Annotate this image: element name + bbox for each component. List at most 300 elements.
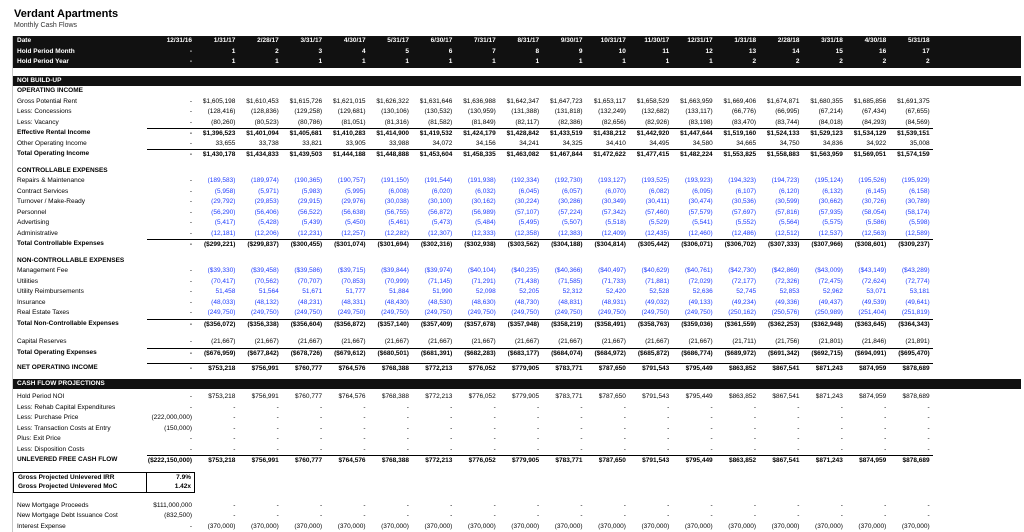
data-cell[interactable]: $768,388 [369,363,412,374]
data-cell[interactable]: (190,365) [282,176,325,187]
data-cell[interactable]: 13 [716,47,759,58]
data-cell[interactable]: 7/31/17 [455,36,498,47]
data-cell[interactable]: $1,524,133 [759,128,802,139]
data-cell[interactable]: (49,133) [672,298,715,309]
data-cell[interactable]: $1,669,406 [716,97,759,108]
data-cell[interactable]: ($43,009) [802,266,845,277]
data-cell[interactable]: (370,000) [195,522,238,532]
data-cell[interactable]: - [672,434,715,445]
data-cell[interactable]: $1,605,198 [195,97,238,108]
entry-cell[interactable]: - [147,239,195,250]
data-cell[interactable]: - [282,413,325,424]
data-cell[interactable]: 52,853 [759,287,802,298]
data-cell[interactable]: - [238,403,281,414]
data-cell[interactable]: 52,098 [455,287,498,298]
data-cell[interactable]: - [802,403,845,414]
data-cell[interactable]: ($683,177) [499,348,542,359]
data-cell[interactable]: $867,541 [759,392,802,403]
data-cell[interactable]: (84,569) [889,118,932,129]
data-cell[interactable]: (12,206) [238,229,281,240]
data-cell[interactable]: - [672,424,715,435]
data-cell[interactable]: - [499,434,542,445]
data-cell[interactable]: $1,482,224 [672,149,715,160]
data-cell[interactable]: (12,435) [629,229,672,240]
data-cell[interactable]: ($43,149) [846,266,889,277]
data-cell[interactable]: (21,756) [759,337,802,348]
data-cell[interactable]: 1 [195,47,238,58]
data-cell[interactable]: $772,213 [412,363,455,374]
entry-cell[interactable]: - [147,229,195,240]
data-cell[interactable]: (29,915) [282,197,325,208]
data-cell[interactable]: - [542,511,585,522]
data-cell[interactable]: (5,995) [325,187,368,198]
data-cell[interactable]: - [846,424,889,435]
data-cell[interactable]: (249,750) [369,308,412,319]
entry-cell[interactable]: - [147,434,195,445]
data-cell[interactable]: $1,653,117 [586,97,629,108]
data-cell[interactable]: $1,658,529 [629,97,672,108]
data-cell[interactable]: 2 [716,57,759,68]
data-cell[interactable]: (84,018) [802,118,845,129]
data-cell[interactable]: (12,231) [282,229,325,240]
data-cell[interactable]: (48,730) [499,298,542,309]
data-cell[interactable]: - [238,511,281,522]
data-cell[interactable]: (5,586) [846,218,889,229]
data-cell[interactable]: - [846,403,889,414]
data-cell[interactable]: 1 [195,57,238,68]
data-cell[interactable]: (21,667) [282,337,325,348]
data-cell[interactable]: ($39,974) [412,266,455,277]
data-cell[interactable]: (6,082) [629,187,672,198]
data-cell[interactable]: ($695,470) [889,348,932,359]
data-cell[interactable]: $1,442,920 [629,128,672,139]
data-cell[interactable]: - [759,403,802,414]
data-cell[interactable]: (58,174) [889,208,932,219]
data-cell[interactable]: 53,071 [846,287,889,298]
data-cell[interactable]: 2 [802,57,845,68]
data-cell[interactable]: (48,831) [542,298,585,309]
data-cell[interactable]: - [629,445,672,456]
data-cell[interactable]: (21,667) [369,337,412,348]
data-cell[interactable]: (193,525) [629,176,672,187]
data-cell[interactable]: 12 [672,47,715,58]
data-cell[interactable]: - [325,434,368,445]
data-cell[interactable]: $753,218 [195,363,238,374]
data-cell[interactable]: (6,032) [455,187,498,198]
entry-cell[interactable]: - [147,107,195,118]
data-cell[interactable]: - [369,403,412,414]
data-cell[interactable]: (251,819) [889,308,932,319]
data-cell[interactable]: $1,553,825 [716,149,759,160]
data-cell[interactable]: - [195,403,238,414]
data-cell[interactable]: (370,000) [499,522,542,532]
data-cell[interactable]: (6,095) [672,187,715,198]
data-cell[interactable]: (30,349) [586,197,629,208]
data-cell[interactable]: 34,156 [455,139,498,150]
data-cell[interactable]: $1,569,051 [846,149,889,160]
data-cell[interactable]: - [455,413,498,424]
data-cell[interactable]: (5,564) [759,218,802,229]
data-cell[interactable]: (6,057) [542,187,585,198]
data-cell[interactable]: $756,991 [238,363,281,374]
data-cell[interactable]: 1 [672,57,715,68]
data-cell[interactable]: 34,665 [716,139,759,150]
data-cell[interactable]: $776,052 [455,455,498,466]
data-cell[interactable]: - [629,501,672,512]
data-cell[interactable]: - [716,403,759,414]
data-cell[interactable]: (189,974) [238,176,281,187]
data-cell[interactable]: ($303,562) [499,239,542,250]
data-cell[interactable]: $1,529,123 [802,128,845,139]
data-cell[interactable]: - [238,434,281,445]
data-cell[interactable]: ($43,289) [889,266,932,277]
data-cell[interactable]: 51,884 [369,287,412,298]
data-cell[interactable]: ($686,774) [672,348,715,359]
data-cell[interactable]: 1 [369,57,412,68]
data-cell[interactable]: $1,663,959 [672,97,715,108]
data-cell[interactable]: ($356,604) [282,319,325,330]
data-cell[interactable]: ($363,645) [846,319,889,330]
data-cell[interactable]: - [499,413,542,424]
data-cell[interactable]: $795,449 [672,392,715,403]
data-cell[interactable]: ($304,814) [586,239,629,250]
data-cell[interactable]: - [759,511,802,522]
data-cell[interactable]: (195,929) [889,176,932,187]
data-cell[interactable]: 34,836 [802,139,845,150]
data-cell[interactable]: - [195,434,238,445]
data-cell[interactable]: (48,931) [586,298,629,309]
data-cell[interactable]: - [846,413,889,424]
data-cell[interactable]: - [672,403,715,414]
data-cell[interactable]: 52,205 [499,287,542,298]
entry-cell[interactable]: - [147,118,195,129]
data-cell[interactable]: (370,000) [846,522,889,532]
data-cell[interactable]: 51,990 [412,287,455,298]
data-cell[interactable]: $1,433,519 [542,128,585,139]
data-cell[interactable]: $783,771 [542,455,585,466]
data-cell[interactable]: ($299,837) [238,239,281,250]
data-cell[interactable]: - [499,424,542,435]
data-cell[interactable]: ($301,694) [369,239,412,250]
data-cell[interactable]: - [369,424,412,435]
data-cell[interactable]: (370,000) [455,522,498,532]
data-cell[interactable]: - [369,434,412,445]
data-cell[interactable]: - [282,501,325,512]
data-cell[interactable]: ($685,872) [629,348,672,359]
data-cell[interactable]: - [672,413,715,424]
data-cell[interactable]: (21,667) [412,337,455,348]
data-cell[interactable]: (251,404) [846,308,889,319]
data-cell[interactable]: 51,458 [195,287,238,298]
data-cell[interactable]: (72,029) [672,277,715,288]
entry-cell[interactable]: (222,000,000) [147,413,195,424]
data-cell[interactable]: - [412,445,455,456]
data-cell[interactable]: 1 [455,57,498,68]
data-cell[interactable]: 6 [412,47,455,58]
data-cell[interactable]: (56,522) [282,208,325,219]
data-cell[interactable]: $756,991 [238,455,281,466]
data-cell[interactable]: ($302,316) [412,239,455,250]
data-cell[interactable]: (370,000) [542,522,585,532]
data-cell[interactable]: $1,685,856 [846,97,889,108]
data-cell[interactable]: (71,733) [586,277,629,288]
data-cell[interactable]: - [282,424,325,435]
data-cell[interactable]: - [629,403,672,414]
data-cell[interactable]: $783,771 [542,392,585,403]
data-cell[interactable]: (30,038) [369,197,412,208]
data-cell[interactable]: $1,626,322 [369,97,412,108]
data-cell[interactable]: ($677,842) [238,348,281,359]
data-cell[interactable]: $1,631,646 [412,97,455,108]
data-cell[interactable]: (83,744) [759,118,802,129]
data-cell[interactable]: (6,132) [802,187,845,198]
data-cell[interactable]: - [412,424,455,435]
entry-cell[interactable]: - [147,392,195,403]
data-cell[interactable]: $1,444,188 [325,149,368,160]
data-cell[interactable]: (5,598) [889,218,932,229]
data-cell[interactable]: $760,777 [282,363,325,374]
data-cell[interactable]: - [802,413,845,424]
data-cell[interactable]: ($40,104) [455,266,498,277]
data-cell[interactable]: ($305,442) [629,239,672,250]
data-cell[interactable]: (21,667) [325,337,368,348]
data-cell[interactable]: 14 [759,47,802,58]
data-cell[interactable]: 2/28/18 [759,36,802,47]
data-cell[interactable]: - [802,434,845,445]
data-cell[interactable]: - [759,445,802,456]
data-cell[interactable]: $783,771 [542,363,585,374]
data-cell[interactable]: ($680,501) [369,348,412,359]
data-cell[interactable]: (190,757) [325,176,368,187]
data-cell[interactable]: - [195,501,238,512]
data-cell[interactable]: (57,224) [542,208,585,219]
data-cell[interactable]: 52,312 [542,287,585,298]
data-cell[interactable]: $1,424,179 [455,128,498,139]
data-cell[interactable]: (249,750) [455,308,498,319]
data-cell[interactable]: 11 [629,47,672,58]
data-cell[interactable]: (5,484) [455,218,498,229]
data-cell[interactable]: - [412,403,455,414]
data-cell[interactable]: (30,162) [455,197,498,208]
data-cell[interactable]: (5,552) [716,218,759,229]
data-cell[interactable]: - [282,511,325,522]
data-cell[interactable]: $1,434,833 [238,149,281,160]
data-cell[interactable]: (71,881) [629,277,672,288]
data-cell[interactable]: (30,411) [629,197,672,208]
data-cell[interactable]: 1 [325,57,368,68]
data-cell[interactable]: 8/31/17 [499,36,542,47]
data-cell[interactable]: - [889,403,932,414]
data-cell[interactable]: 52,636 [672,287,715,298]
data-cell[interactable]: (21,667) [455,337,498,348]
data-cell[interactable]: - [325,413,368,424]
data-cell[interactable]: $1,563,959 [802,149,845,160]
data-cell[interactable]: (250,162) [716,308,759,319]
data-cell[interactable]: (21,667) [586,337,629,348]
data-cell[interactable]: (5,507) [542,218,585,229]
data-cell[interactable]: - [629,413,672,424]
data-cell[interactable]: - [195,413,238,424]
data-cell[interactable]: $795,449 [672,455,715,466]
data-cell[interactable]: $1,410,283 [325,128,368,139]
data-cell[interactable]: $871,243 [802,363,845,374]
data-cell[interactable]: ($362,948) [802,319,845,330]
data-cell[interactable]: (48,231) [282,298,325,309]
data-cell[interactable]: $871,243 [802,392,845,403]
data-cell[interactable]: - [586,413,629,424]
data-cell[interactable]: (30,286) [542,197,585,208]
data-cell[interactable]: (30,100) [412,197,455,208]
data-cell[interactable]: - [586,403,629,414]
data-cell[interactable]: ($40,497) [586,266,629,277]
data-cell[interactable]: (5,439) [282,218,325,229]
data-cell[interactable]: ($40,761) [672,266,715,277]
data-cell[interactable]: (30,726) [846,197,889,208]
entry-cell[interactable]: - [147,522,195,532]
data-cell[interactable]: (5,971) [238,187,281,198]
data-cell[interactable]: ($40,366) [542,266,585,277]
data-cell[interactable]: (71,291) [455,277,498,288]
data-cell[interactable]: (82,926) [629,118,672,129]
data-cell[interactable]: (12,307) [412,229,455,240]
data-cell[interactable]: (21,891) [889,337,932,348]
data-cell[interactable]: 33,821 [282,139,325,150]
entry-cell[interactable]: (832,500) [147,511,195,522]
data-cell[interactable]: - [455,424,498,435]
data-cell[interactable]: (12,333) [455,229,498,240]
data-cell[interactable]: (191,544) [412,176,455,187]
data-cell[interactable]: - [195,511,238,522]
data-cell[interactable]: (5,541) [672,218,715,229]
data-cell[interactable]: (6,008) [369,187,412,198]
data-cell[interactable]: (12,409) [586,229,629,240]
data-cell[interactable]: - [542,424,585,435]
data-cell[interactable]: $791,543 [629,363,672,374]
data-cell[interactable]: (194,323) [716,176,759,187]
data-cell[interactable]: (249,750) [672,308,715,319]
data-cell[interactable]: - [802,511,845,522]
data-cell[interactable]: - [629,424,672,435]
data-cell[interactable]: (370,000) [325,522,368,532]
data-cell[interactable]: - [542,403,585,414]
data-cell[interactable]: - [542,413,585,424]
data-cell[interactable]: (370,000) [889,522,932,532]
data-cell[interactable]: - [499,445,542,456]
data-cell[interactable]: (128,836) [238,107,281,118]
data-cell[interactable]: (12,358) [499,229,542,240]
data-cell[interactable]: - [759,501,802,512]
data-cell[interactable]: - [802,424,845,435]
data-cell[interactable]: (12,589) [889,229,932,240]
data-cell[interactable]: $874,959 [846,455,889,466]
data-cell[interactable]: (129,681) [325,107,368,118]
entry-cell[interactable]: - [147,176,195,187]
data-cell[interactable]: (49,641) [889,298,932,309]
data-cell[interactable]: - [282,445,325,456]
data-cell[interactable]: (131,388) [499,107,542,118]
data-cell[interactable]: (80,523) [238,118,281,129]
data-cell[interactable]: ($40,235) [499,266,542,277]
data-cell[interactable]: 1 [412,57,455,68]
data-cell[interactable]: ($308,601) [846,239,889,250]
data-cell[interactable]: - [542,445,585,456]
entry-cell[interactable]: ($222,150,000) [147,455,195,466]
data-cell[interactable]: (49,032) [629,298,672,309]
data-cell[interactable]: $867,541 [759,455,802,466]
data-cell[interactable]: - [455,434,498,445]
data-cell[interactable]: (49,336) [759,298,802,309]
data-cell[interactable]: - [412,413,455,424]
data-cell[interactable]: $764,576 [325,363,368,374]
data-cell[interactable]: (48,132) [238,298,281,309]
data-cell[interactable]: - [672,511,715,522]
data-cell[interactable]: ($689,972) [716,348,759,359]
data-cell[interactable]: $1,438,212 [586,128,629,139]
data-cell[interactable]: (21,667) [195,337,238,348]
data-cell[interactable]: (80,786) [282,118,325,129]
data-cell[interactable]: - [889,445,932,456]
data-cell[interactable]: - [759,424,802,435]
data-cell[interactable]: (56,290) [195,208,238,219]
data-cell[interactable]: $1,539,151 [889,128,932,139]
data-cell[interactable]: $756,991 [238,392,281,403]
data-cell[interactable]: (129,258) [282,107,325,118]
data-cell[interactable]: 2 [759,57,802,68]
data-cell[interactable]: (250,576) [759,308,802,319]
data-cell[interactable]: - [586,501,629,512]
data-cell[interactable]: (80,260) [195,118,238,129]
data-cell[interactable]: - [282,403,325,414]
data-cell[interactable]: (70,999) [369,277,412,288]
data-cell[interactable]: - [759,413,802,424]
data-cell[interactable]: (370,000) [412,522,455,532]
entry-cell[interactable]: (150,000) [147,424,195,435]
data-cell[interactable]: ($39,715) [325,266,368,277]
data-cell[interactable]: $1,396,523 [195,128,238,139]
data-cell[interactable]: (5,450) [325,218,368,229]
data-cell[interactable]: $795,449 [672,363,715,374]
data-cell[interactable]: $1,405,681 [282,128,325,139]
data-cell[interactable]: (29,792) [195,197,238,208]
data-cell[interactable]: $768,388 [369,392,412,403]
data-cell[interactable]: (12,282) [369,229,412,240]
data-cell[interactable]: (48,630) [455,298,498,309]
entry-cell[interactable]: - [147,308,195,319]
data-cell[interactable]: $1,477,415 [629,149,672,160]
spreadsheet-grid[interactable] [12,36,1021,532]
data-cell[interactable]: $867,541 [759,363,802,374]
data-cell[interactable]: ($299,221) [195,239,238,250]
data-cell[interactable]: (249,750) [499,308,542,319]
data-cell[interactable]: (192,730) [542,176,585,187]
data-cell[interactable]: 3/31/18 [802,36,845,47]
data-cell[interactable]: - [716,424,759,435]
data-cell[interactable]: (84,293) [846,118,889,129]
data-cell[interactable]: - [889,511,932,522]
entry-cell[interactable]: - [147,298,195,309]
data-cell[interactable]: $753,218 [195,392,238,403]
data-cell[interactable]: ($684,972) [586,348,629,359]
data-cell[interactable]: 52,745 [716,287,759,298]
data-cell[interactable]: - [586,424,629,435]
data-cell[interactable]: (249,750) [586,308,629,319]
data-cell[interactable]: (370,000) [672,522,715,532]
data-cell[interactable]: 33,988 [369,139,412,150]
data-cell[interactable]: $1,458,335 [455,149,498,160]
data-cell[interactable]: $1,534,129 [846,128,889,139]
data-cell[interactable]: ($691,342) [759,348,802,359]
data-cell[interactable]: (6,045) [499,187,542,198]
